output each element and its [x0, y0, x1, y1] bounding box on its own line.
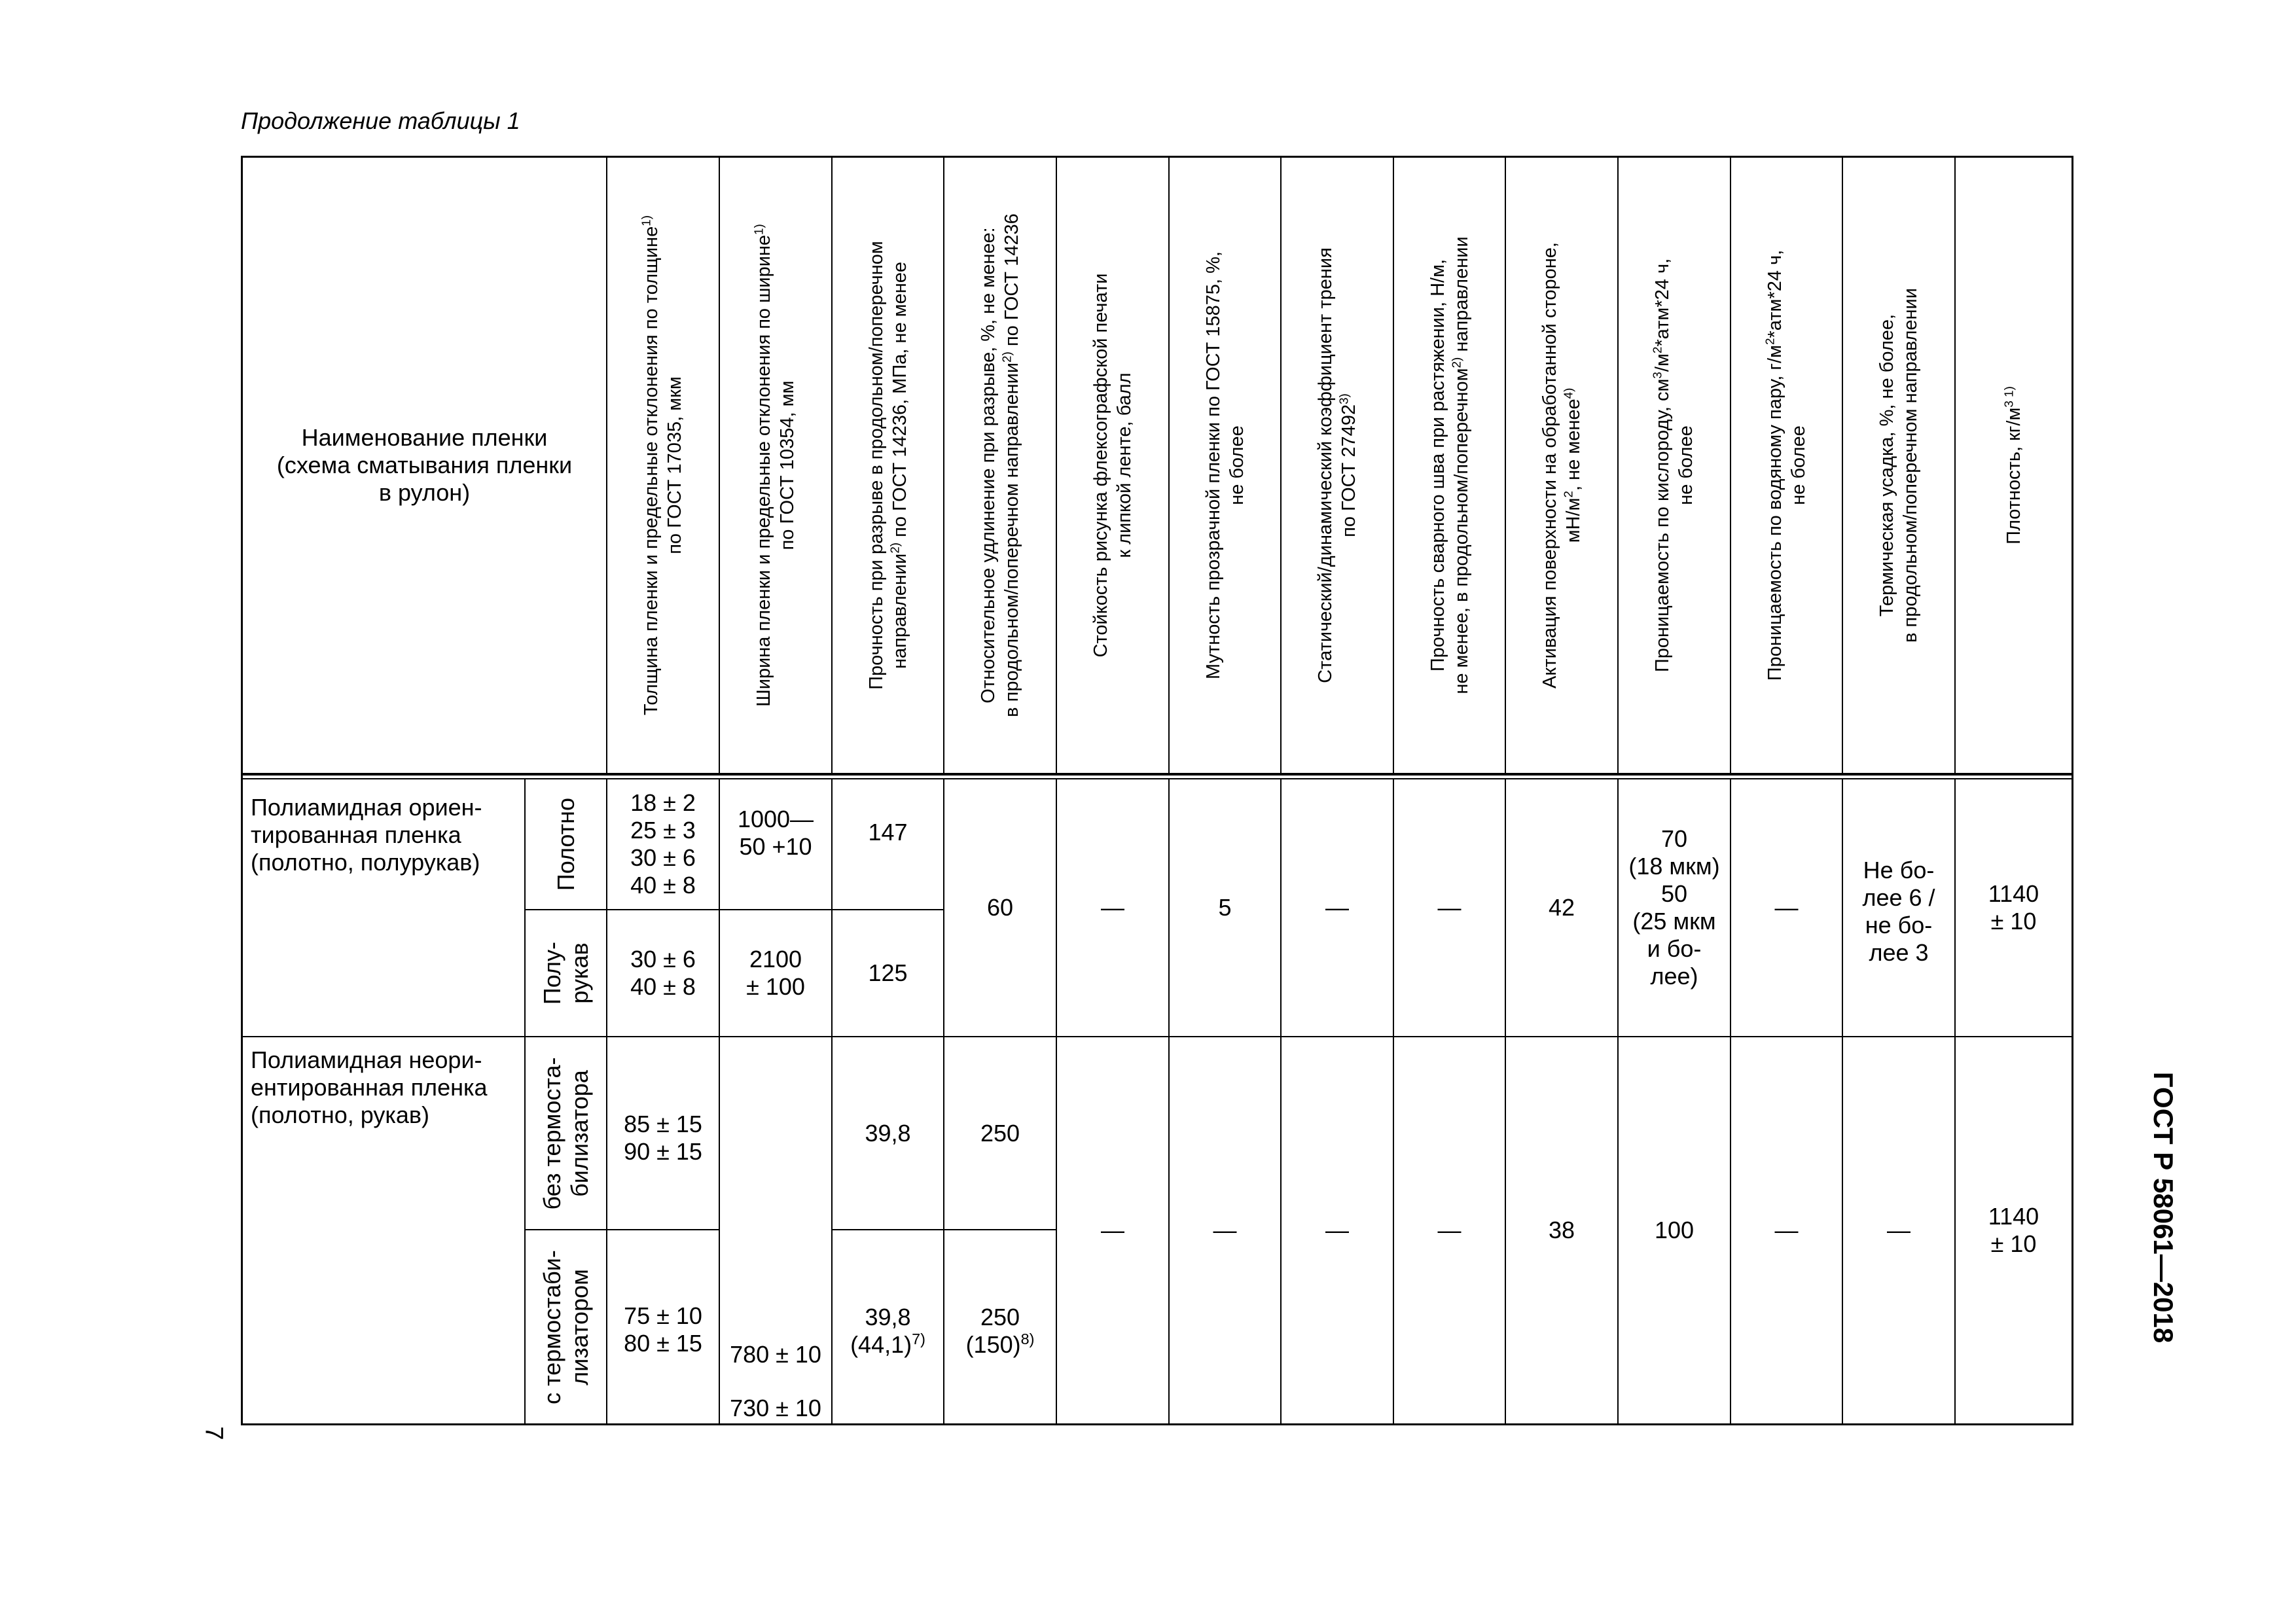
row1-activation: 42: [1506, 779, 1619, 1037]
row1-print: —: [1057, 779, 1170, 1037]
row1-sub1-width: 1000— 50 +10: [720, 779, 833, 910]
row2-sub2-strength: 39,8 $(44,1)^{7)}$: [833, 1230, 944, 1423]
header-vapor-permeability: Проницаемость по водяному пару, $г/м^2*атм*24$ ч, не более: [1731, 158, 1843, 774]
row2-shrink: —: [1843, 1037, 1956, 1423]
row2-sub1-elongation: 250: [944, 1037, 1057, 1230]
row1-sub2-strength: 125: [833, 910, 944, 1037]
row2-sub1-label: без термоста- билизатора: [526, 1037, 607, 1230]
row1-vapor: —: [1731, 779, 1843, 1037]
row1-density: 1140 ± 10: [1956, 779, 2072, 1037]
row2-oxygen: 100: [1619, 1037, 1731, 1423]
row1-film-name: Полиамидная ориен- тированная пленка (полотно, полурукав): [243, 779, 526, 1037]
header-oxygen-permeability: Проницаемость по кислороду, $см^3/м^2*атм*24$ ч, не более: [1619, 158, 1731, 774]
row1-haze: 5: [1170, 779, 1282, 1037]
row2-sub2-label: с термостаби- лизатором: [526, 1230, 607, 1423]
table-caption: Продолжение таблицы 1: [241, 107, 520, 134]
row1-friction: —: [1282, 779, 1394, 1037]
page-number: 7: [200, 1426, 228, 1440]
header-thickness: Толщина пленки и предельные отклонения по толщине$^{1)}$ по ГОСТ 17035, мкм: [607, 158, 720, 774]
header-haze: Мутность прозрачной пленки по ГОСТ 15875, %, не более: [1170, 158, 1282, 774]
row2-activation: 38: [1506, 1037, 1619, 1423]
row1-sub2-width: 2100 ± 100: [720, 910, 833, 1037]
row1-sub2-thickness: 30 ± 6 40 ± 8: [607, 910, 720, 1037]
row2-sub1-thickness: 85 ± 15 90 ± 15: [607, 1037, 720, 1230]
header-friction: Статический/динамический коэффициент трения по ГОСТ 27492$^{3)}$: [1282, 158, 1394, 774]
header-seal-strength: Прочность сварного шва при растяжении, Н/м, не менее, в продольном/поперечном$^{2)}$ направлении: [1394, 158, 1506, 774]
row1-sub1-thickness: 18 ± 2 25 ± 3 30 ± 6 40 ± 8: [607, 779, 720, 910]
row2-sub2-elongation: 250 $(150)^{8)}$: [944, 1230, 1057, 1423]
row1-elongation: 60: [944, 779, 1057, 1037]
row1-shrink: Не бо- лее 6 / не бо- лее 3: [1843, 779, 1956, 1037]
row2-sub1-strength: 39,8: [833, 1037, 944, 1230]
row2-print: —: [1057, 1037, 1170, 1423]
header-film-name: Наименование пленки (схема сматывания пленки в рулон): [243, 158, 607, 774]
header-thermal-shrinkage: Термическая усадка, %, не более, в продольном/поперечном направлении: [1843, 158, 1956, 774]
header-surface-activation: Активация поверхности на обработанной стороне, $мН/м^2$, не менее$^{4)}$: [1506, 158, 1619, 774]
row2-sub2-thickness: 75 ± 10 80 ± 15: [607, 1230, 720, 1423]
header-double-rule: [243, 774, 2072, 779]
row2-haze: —: [1170, 1037, 1282, 1423]
row1-sub1-label: Полотно: [526, 779, 607, 910]
row2-film-name: Полиамидная неори- ентированная пленка (полотно, рукав): [243, 1037, 526, 1423]
row1-oxygen: 70 (18 мкм) 50 (25 мкм и бо- лее): [1619, 779, 1731, 1037]
row2-vapor: —: [1731, 1037, 1843, 1423]
row2-width: 780 ± 10 730 ± 10: [720, 1037, 833, 1423]
row2-seal: —: [1394, 1037, 1506, 1423]
row1-sub2-label: Полу- рукав: [526, 910, 607, 1037]
header-elongation: Относительное удлинение при разрыве, %, не менее: в продольном/поперечном направлении$^{2)}$ по ГОСТ 14236: [944, 158, 1057, 774]
row2-density: 1140 ± 10: [1988, 1203, 2039, 1257]
standard-number: ГОСТ Р 58061—2018: [2148, 1071, 2179, 1344]
header-print-resistance: Стойкость рисунка флексографской печати к липкой ленте, балл: [1057, 158, 1170, 774]
properties-table: [241, 156, 2073, 1425]
row1-seal: —: [1394, 779, 1506, 1037]
row1-sub1-strength: 147: [833, 779, 944, 910]
row2-friction: —: [1282, 1037, 1394, 1423]
header-width: Ширина пленки и предельные отклонения по ширине$^{1)}$ по ГОСТ 10354, мм: [720, 158, 833, 774]
header-tensile-strength: Прочность при разрыве в продольном/поперечном направлении$^{2)}$ по ГОСТ 14236, МПа, не менее: [833, 158, 944, 774]
header-density: Плотность, $кг/м^{3 1)}$: [1956, 158, 2072, 774]
